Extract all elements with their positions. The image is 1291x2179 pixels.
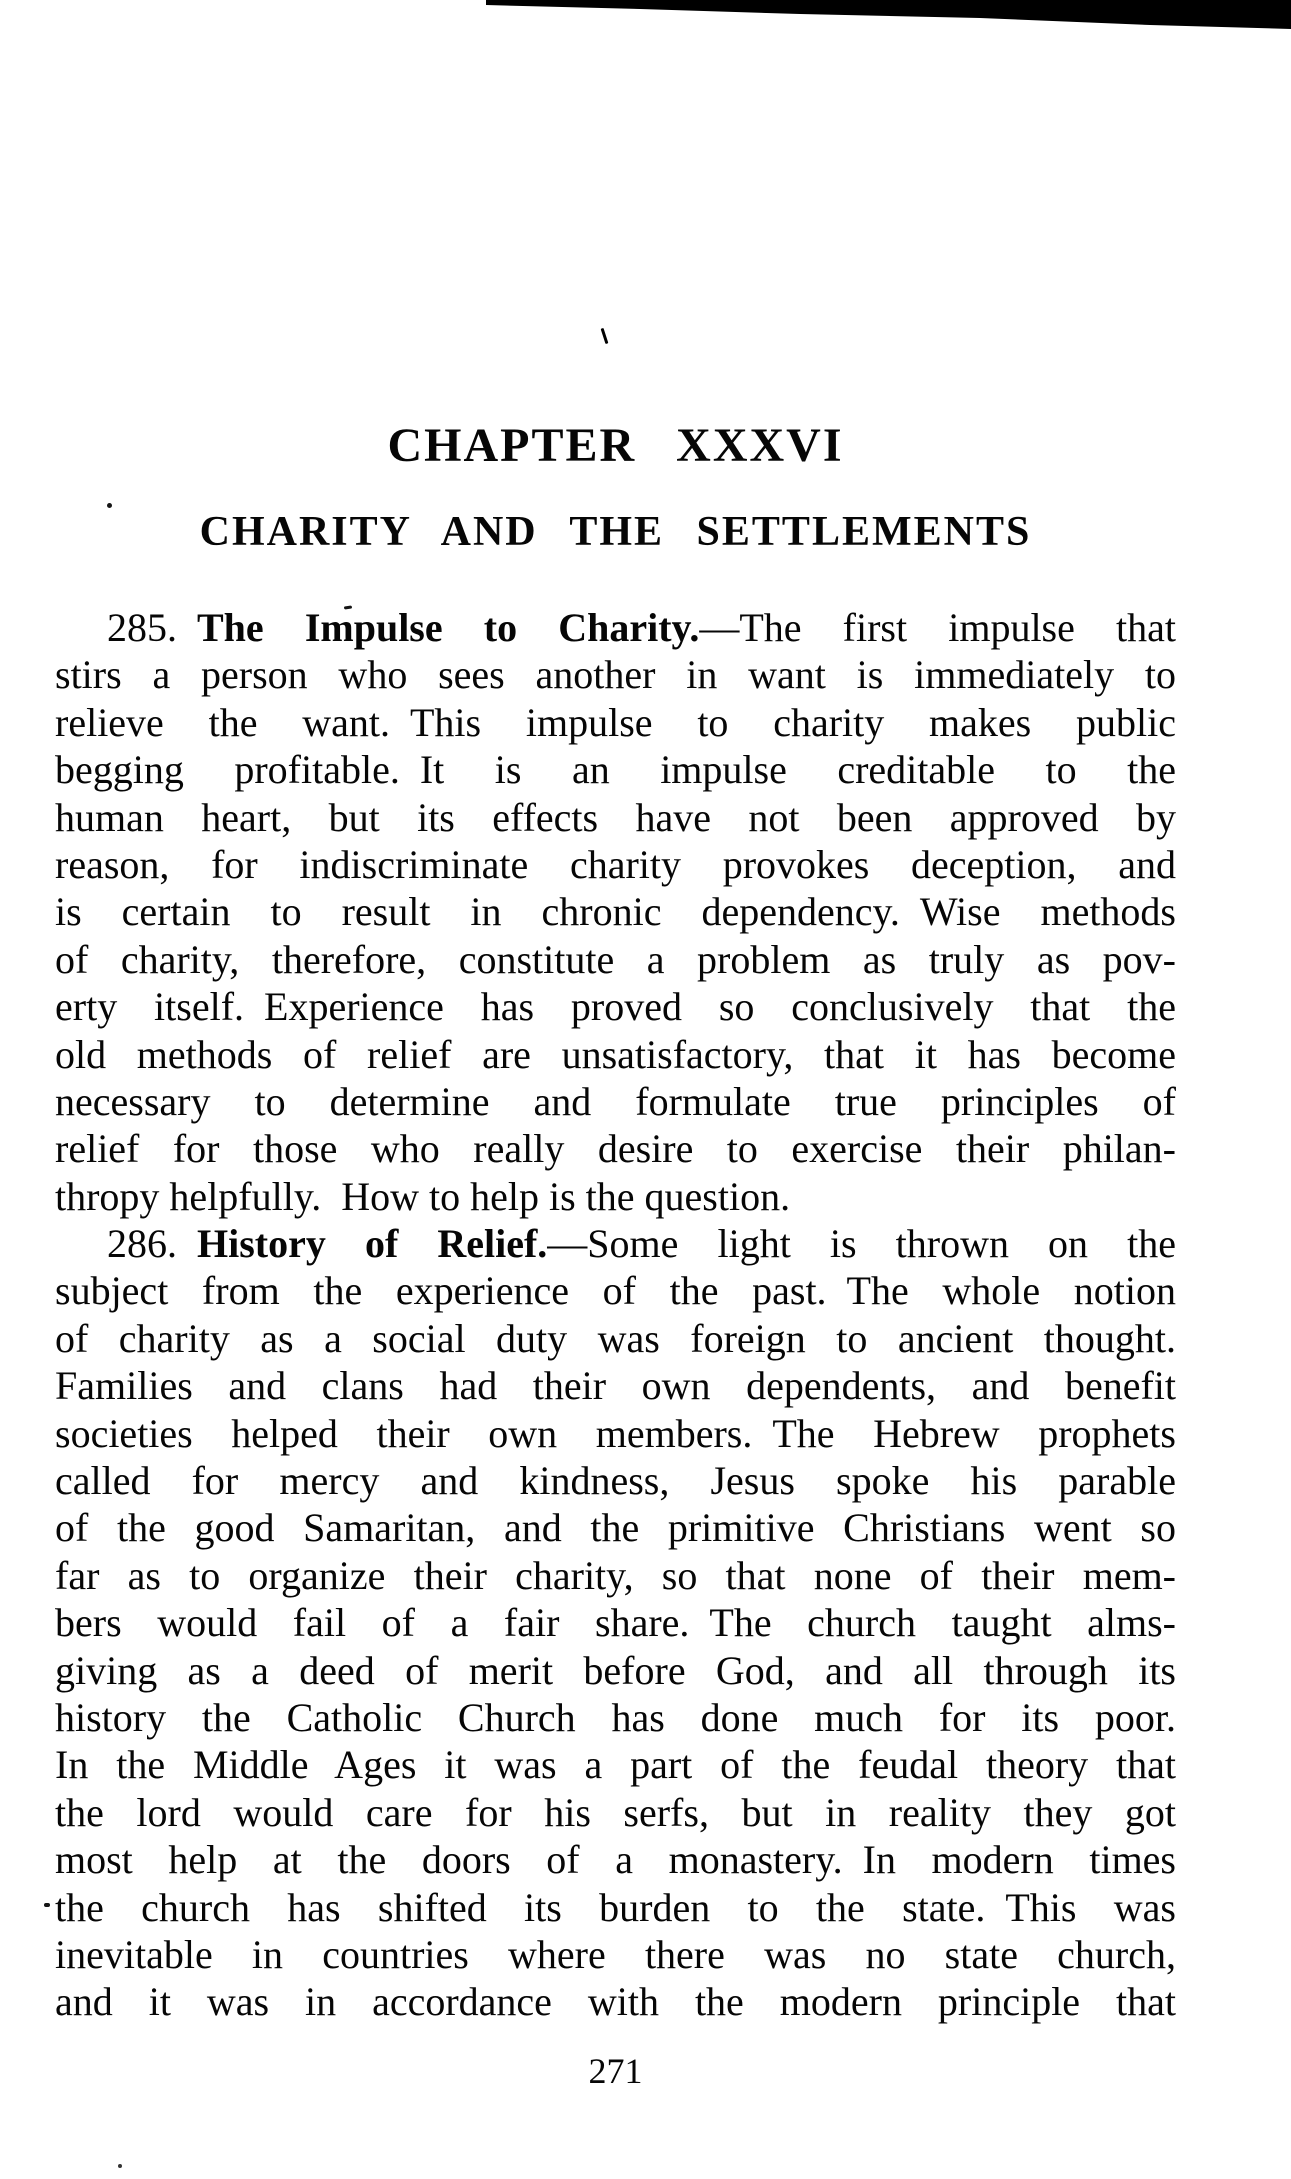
text-line xyxy=(55,1694,1176,1741)
text-line xyxy=(55,1836,1176,1883)
body-text xyxy=(55,604,1176,2026)
text-run: relief for those who really desire to exercise their philan- xyxy=(55,1126,1176,1172)
text-line xyxy=(55,1125,1176,1172)
text-run: relieve the want. This impulse to charity makes public xyxy=(55,699,1176,745)
text-line xyxy=(55,1789,1176,1836)
text-run: of charity, therefore, constitute a problem as truly as pov- xyxy=(55,936,1176,982)
text-run: stirs a person who sees another in want is immediately to xyxy=(55,652,1176,698)
text-run: 286. xyxy=(107,1221,197,1267)
text-run: old methods of relief are unsatisfactory, that it has become xyxy=(55,1031,1176,1077)
text-line xyxy=(55,1173,1176,1220)
text-run: 285. xyxy=(107,605,197,650)
text-run: societies helped their own members. The Hebrew prophets xyxy=(55,1410,1176,1456)
scan-edge-artifact xyxy=(0,0,1291,40)
text-line xyxy=(55,888,1176,935)
text-line xyxy=(55,936,1176,983)
text-run: reason, for indiscriminate charity provokes deception, and xyxy=(55,841,1176,887)
text-line xyxy=(55,699,1176,746)
text-run: called for mercy and kindness, Jesus spoke his parable xyxy=(55,1458,1176,1504)
text-run: —Some light is thrown on the xyxy=(547,1221,1176,1267)
text-run: human heart, but its effects have not been approved by xyxy=(55,794,1176,840)
text-line xyxy=(55,1931,1176,1978)
text-run: most help at the doors of a monastery. In modern times xyxy=(55,1837,1176,1883)
text-run: Families and clans had their own dependents, and benefit xyxy=(55,1363,1176,1409)
text-run: and it was in accordance with the modern principle that xyxy=(55,1979,1176,2025)
text-run: far as to organize their charity, so that none of their mem- xyxy=(55,1552,1176,1598)
text-run: —The first impulse that xyxy=(699,605,1176,650)
text-line xyxy=(55,1504,1176,1551)
text-run: of the good Samaritan, and the primitive Christians went so xyxy=(55,1505,1176,1551)
text-line xyxy=(55,651,1176,698)
chapter-subtitle: CHARITY AND THE SETTLEMENTS xyxy=(199,509,1032,555)
text-line xyxy=(55,1552,1176,1599)
ink-speck xyxy=(118,2164,122,2168)
text-run: of charity as a social duty was foreign to ancient thought. xyxy=(55,1315,1176,1361)
text-run: erty itself. Experience has proved so conclusively that the xyxy=(55,984,1176,1030)
pen-mark-artifact xyxy=(601,328,609,344)
bold-run: The Impulse to Charity. xyxy=(197,605,700,650)
text-run: is certain to result in chronic dependency. Wise methods xyxy=(55,889,1176,935)
text-line xyxy=(55,1220,1176,1267)
bold-run: History of Relief. xyxy=(197,1221,548,1267)
text-line xyxy=(55,746,1176,793)
text-run: bers would fail of a fair share. The church taught alms- xyxy=(55,1600,1176,1646)
text-line xyxy=(55,1884,1176,1931)
text-run: necessary to determine and formulate true principles of xyxy=(55,1078,1176,1124)
ink-speck xyxy=(44,1903,50,1907)
text-run: subject from the experience of the past. The whole notion xyxy=(55,1268,1176,1314)
text-line xyxy=(55,1410,1176,1457)
text-run: the church has shifted its burden to the state. This was xyxy=(55,1884,1176,1930)
text-line xyxy=(55,983,1176,1030)
text-line xyxy=(55,1267,1176,1314)
text-line xyxy=(55,1362,1176,1409)
text-run: history the Catholic Church has done much for its poor. xyxy=(55,1694,1176,1740)
text-line xyxy=(55,1647,1176,1694)
text-line xyxy=(55,1078,1176,1125)
text-line xyxy=(55,1741,1176,1788)
text-run: thropy helpfully. How to help is the question. xyxy=(55,1173,791,1219)
text-run: In the Middle Ages it was a part of the feudal theory that xyxy=(55,1742,1176,1788)
text-line xyxy=(55,1599,1176,1646)
text-run: giving as a deed of merit before God, and all through its xyxy=(55,1647,1176,1693)
text-line xyxy=(55,841,1176,888)
chapter-heading: CHAPTER XXXVI xyxy=(387,419,844,472)
text-line xyxy=(55,604,1176,651)
text-line xyxy=(55,1457,1176,1504)
text-run: begging profitable. It is an impulse creditable to the xyxy=(55,747,1176,793)
text-line xyxy=(55,1978,1176,2025)
text-line xyxy=(55,1031,1176,1078)
page-number: 271 xyxy=(588,2051,643,2091)
text-run: the lord would care for his serfs, but in reality they got xyxy=(55,1789,1176,1835)
text-run: inevitable in countries where there was no state church, xyxy=(55,1931,1176,1977)
text-line xyxy=(55,1315,1176,1362)
text-line xyxy=(55,794,1176,841)
